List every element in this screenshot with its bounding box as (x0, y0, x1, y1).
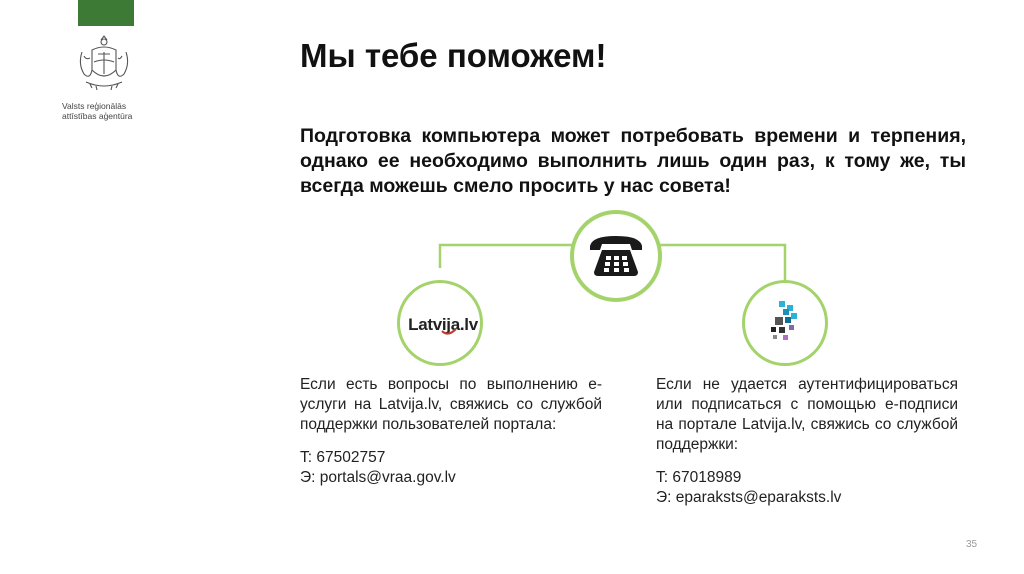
latvija-lv-logo: Latvija.lv (408, 315, 478, 334)
eparaksts-support-description: Если не удается аутентифицироваться или подписаться с помощью е-подписи на портале Latvija.lv, свяжись со службой поддержки: (656, 376, 958, 453)
latvija-support-block (300, 375, 602, 488)
agency-name-line1: Valsts reģionālās (62, 101, 127, 111)
eparaksts-circle (742, 280, 828, 366)
telephone-icon (574, 214, 658, 298)
agency-name-line2: attīstības aģentūra (62, 111, 133, 121)
latvija-support-email[interactable]: Э: portals@vraa.gov.lv (300, 469, 456, 486)
phone-circle (570, 210, 662, 302)
latvija-lv-circle (397, 280, 483, 366)
eparaksts-support-block (656, 375, 958, 508)
eparaksts-logo-icon (745, 283, 825, 363)
latvija-support-phone: T: 67502757 (300, 449, 386, 466)
eparaksts-support-email[interactable]: Э: eparaksts@eparaksts.lv (656, 489, 842, 506)
latvija-support-description: Если есть вопросы по выполнению е-услуги на Latvija.lv, свяжись со службой поддержки пользователей портала: (300, 376, 602, 433)
latvija-lv-swoosh-icon (400, 283, 480, 363)
eparaksts-support-contacts (656, 468, 958, 508)
page-title: Мы тебе поможем! (300, 37, 607, 74)
page-number: 35 (966, 539, 978, 550)
latvija-support-contacts (300, 448, 602, 488)
eparaksts-support-phone: T: 67018989 (656, 469, 742, 486)
lead-paragraph: Подготовка компьютера может потребовать времени и терпения, однако ее необходимо выполнить лишь один раз, к тому же, ты всегда можешь смело просить у нас совета! (300, 125, 966, 197)
